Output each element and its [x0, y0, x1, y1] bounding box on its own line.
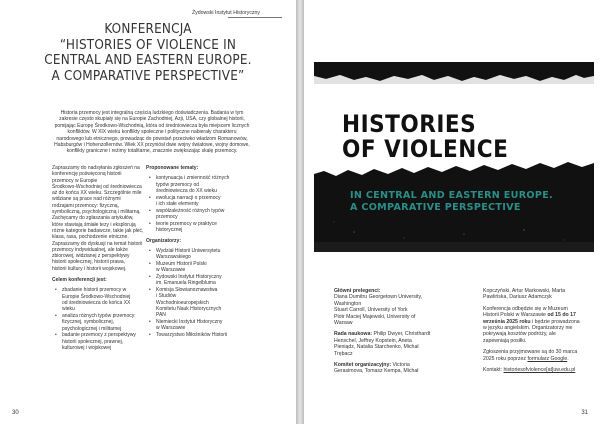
keynote-block [334, 288, 484, 326]
title-line: CENTRAL AND EASTERN EUROPE. [44, 53, 252, 68]
banner-title-line: HISTORIES [342, 110, 477, 138]
text-line: od średniowiecza do końca XX [62, 299, 131, 306]
text-line: zapewniają posiłki. [483, 337, 527, 344]
intro-line: narodowego lub etnicznego, prowadząc do powstań przeciwko władzom Romanowów, [56, 135, 248, 142]
text-line: Gerasimova, Tomasz Kempa, Michał [334, 368, 419, 375]
organizer-item [146, 287, 264, 318]
topic-item [146, 175, 264, 194]
organizer-item [146, 332, 264, 338]
committee-label: Komitet organizacyjny: [334, 362, 392, 369]
text-line: przemocy indywidualnej, ale także [52, 246, 128, 253]
text-line: typów przemocy od [156, 181, 200, 188]
text-line: historii społecznej, historii prawa, [52, 259, 126, 266]
text-line: Washington [334, 300, 362, 307]
topic-item [146, 195, 264, 208]
date-text: września 2025 roku [483, 318, 531, 325]
committee-continued [483, 288, 587, 301]
banner-subtitle-line: IN CENTRAL AND EASTERN EUROPE. [350, 190, 553, 201]
text-line: Warszawskiego [156, 254, 191, 261]
organizers-heading: Organizatorzy: [146, 238, 182, 245]
text-line: Kopczyński, Artur Markowski, Marta [483, 288, 566, 294]
organizer-item [146, 274, 264, 287]
text-line: Zapraszamy do dyskusji na temat historii [52, 240, 143, 247]
text-line: w Warszawie [156, 267, 186, 274]
text-line: symboliczną, psychologiczną i militarną. [52, 209, 141, 216]
text-line: • Żydowski Instytut Historyczny [156, 273, 222, 280]
intro-line: Habsburgów i Hohenzollernów. Wiek XX przyniósł dwie wojny światowe, wojny domowe, [54, 142, 250, 149]
conference-banner [314, 62, 594, 252]
text-span: i będzie prowadzona [530, 318, 580, 325]
text-line: PAN [156, 312, 166, 319]
intro-line: Historia przemocy jest integralną częścią ludzkiego doświadczenia. Badania w tym [60, 110, 244, 116]
text-line: Trębacz [334, 350, 353, 357]
call-for-papers-column [52, 165, 156, 352]
text-line: w Warszawie [156, 325, 186, 332]
goals-heading: Celem konferencji jest: [52, 277, 107, 284]
deadline-block: Zgłoszenia przyjmowane są do 30 marca 2025 roku poprzez formularz Google. [483, 349, 587, 362]
contact-email-link[interactable]: historiesofviolence[at]uw.edu.pl [503, 367, 576, 374]
text-line: kulturowej i wojskowej [62, 345, 112, 352]
text-line: aż do końca XX wieku. Szczególnie mile [52, 190, 142, 197]
text-line: • Komisja Słowianoznawstwa [156, 287, 218, 294]
goals-list [52, 287, 156, 351]
organizer-item [146, 261, 264, 274]
board-label: Rada naukowa: [334, 331, 373, 338]
text-line: przemocy [156, 214, 178, 221]
running-header: Żydowski Instytut Historyczny [191, 10, 260, 16]
text-line: Zachęcamy do zgłaszania artykułów, [52, 215, 134, 222]
keynote-label: Główni prelegenci: [334, 288, 381, 294]
text-line: zbiorowej, widzianej z perspektywy [52, 253, 130, 260]
text-line: historii społecznej, prawnej, [62, 338, 124, 345]
text-line: historycznej [156, 227, 183, 234]
title-line: “HISTORIES OF VIOLENCE IN [59, 37, 237, 53]
date-text: od 15 do 17 [547, 312, 576, 319]
banner-subtitle-line: A COMPARATIVE PERSPECTIVE [350, 202, 521, 213]
text-line: Komitetu Nauk Historycznych [156, 305, 222, 312]
title-line: KONFERENCJA [104, 22, 192, 37]
right-page [304, 0, 600, 424]
text-line: klasa, rasa, pochodzenie etniczne. [52, 234, 129, 241]
contact-label: Kontakt: [483, 367, 504, 374]
intro-line: pomijając Europę Środkowo-Wschodnią, która od średniowiecza była miejscem licznych [54, 122, 250, 129]
text-line: Henschel, Jeffrey Kopstein, Aneta [334, 337, 412, 344]
text-line: przemocy w Europie [52, 177, 98, 184]
text-line: Zapraszamy do nadsyłania zgłoszeń na [52, 165, 140, 171]
banner-subtitle [350, 190, 553, 214]
text-line: Stuart Carroll, University of York [334, 307, 408, 314]
topics-list [146, 175, 264, 233]
text-span: Historii Polski w Warszawie [483, 312, 548, 319]
text-line: • badanie przemocy z perspektywy [62, 332, 136, 339]
text-line: które stawiają śmiałe tezy i eksplorują [52, 221, 136, 228]
text-line: i ich stałe elementy [156, 200, 199, 207]
goal-item [52, 287, 156, 312]
text-line: Diana Dumitru Georgetown University, [334, 294, 423, 301]
text-line: • ewolucja narracji o przemocy [156, 194, 221, 201]
speakers-column [334, 288, 484, 380]
text-span: Philip Dwyer, Christhardt [372, 331, 431, 338]
text-line: wieku [62, 306, 75, 313]
text-line: • Niemiecki Instytut Historyczny [156, 319, 223, 326]
title-line: A COMPARATIVE PERSPECTIVE” [51, 68, 245, 84]
text-line: Konferencja odbędzie się w Muzeum [483, 305, 568, 312]
text-line: Pieniądz, Natalia Starchenko, Michał [334, 344, 419, 351]
organizer-item [146, 319, 264, 332]
text-line: • zbadanie historii przemocy w [62, 287, 127, 294]
contact-block [483, 367, 587, 373]
text-line: • analiza różnych typów przemocy: [62, 313, 136, 320]
text-line: i Studiów [156, 293, 177, 300]
conference-title [12, 22, 284, 84]
venue-column [483, 288, 587, 378]
goal-item [52, 313, 156, 332]
text-line: widziane są prace nad różnymi [52, 196, 121, 203]
text-line: historii kultury i historii wojskowej. [52, 265, 127, 272]
text-line: fizycznej, symbolicznej, [62, 319, 114, 326]
text-line: • kontynuacja i zmienność różnych [156, 175, 230, 182]
text-line: • teorie przemocy w praktyce [156, 220, 217, 227]
intro-line: konfliktów. W XIX wieku konflikty społeczne i polityczne nabierały charakteru [67, 129, 237, 136]
page-number-right: 31 [581, 410, 588, 416]
text-span: 2025 roku poprzez [483, 355, 526, 362]
intro-line: konflikty graniczne i reżimy totalitarne, znacznie zwiększając skalę przemocy. [66, 148, 238, 155]
page-number-left: 30 [12, 410, 19, 416]
intro-paragraph [30, 110, 274, 155]
text-line: • Muzeum Historii Polski [156, 260, 207, 267]
text-line: • współzależność różnych typów [156, 207, 225, 214]
text-line: im. Emanuela Ringelbluma [156, 280, 216, 287]
intro-line: zakresie często skupiały się na Europie Zachodniej, Azji, USA, czy globalnej historii, [59, 116, 245, 123]
organizers-list [146, 248, 264, 339]
text-line: • Towarzystwo Miłośników Historii [156, 332, 228, 339]
topics-heading: Proponowane tematy: [146, 165, 199, 171]
text-span: Victoria [391, 362, 410, 369]
banner-title [342, 112, 508, 162]
goal-item [52, 332, 156, 351]
header-rule [228, 17, 282, 18]
scientific-board-block [334, 331, 484, 357]
banner-title-line: OF VIOLENCE [342, 135, 509, 163]
text-line: w języku angielskim. Organizatorzy nie [483, 325, 573, 332]
topic-item [146, 221, 264, 234]
text-line: Pawlińska, Dariusz Adamczyk [483, 294, 552, 301]
text-line: Wschodnioeuropejskich [156, 299, 209, 306]
text-line: pokrywają kosztów podróży, ale [483, 331, 556, 338]
text-line: Środkowo-Wschodniej od średniowiecza [52, 183, 142, 190]
text-line: średniowiecza do XX wieku [156, 187, 217, 194]
text-line: Piotr Maciej Majewski, University of [334, 313, 416, 320]
text-line: konferencję poświęconą historii [52, 171, 122, 178]
book-gutter [296, 0, 304, 424]
text-line: Europie Środkowo-Wschodniej [62, 293, 131, 300]
text-line: • Wydział Historii Uniwersytetu [156, 247, 221, 254]
organizing-committee-block [334, 362, 484, 375]
text-line: różne kategorie badawcze, takie jak płeć, [52, 227, 144, 234]
organizer-item [146, 248, 264, 261]
topics-organizers-column [146, 165, 264, 339]
venue-block [483, 306, 587, 344]
text-line: psychologicznej i militarnej [62, 325, 122, 332]
topic-item [146, 208, 264, 221]
google-form-link[interactable]: formularz Google [527, 355, 568, 362]
text-line: rodzajami przemocy: fizyczną, [52, 202, 119, 209]
call-paragraph [52, 165, 156, 272]
text-line: Warsaw [334, 320, 353, 327]
left-page [0, 0, 296, 424]
text-line: Zgłoszenia przyjmowane są do 30 marca [483, 349, 578, 356]
